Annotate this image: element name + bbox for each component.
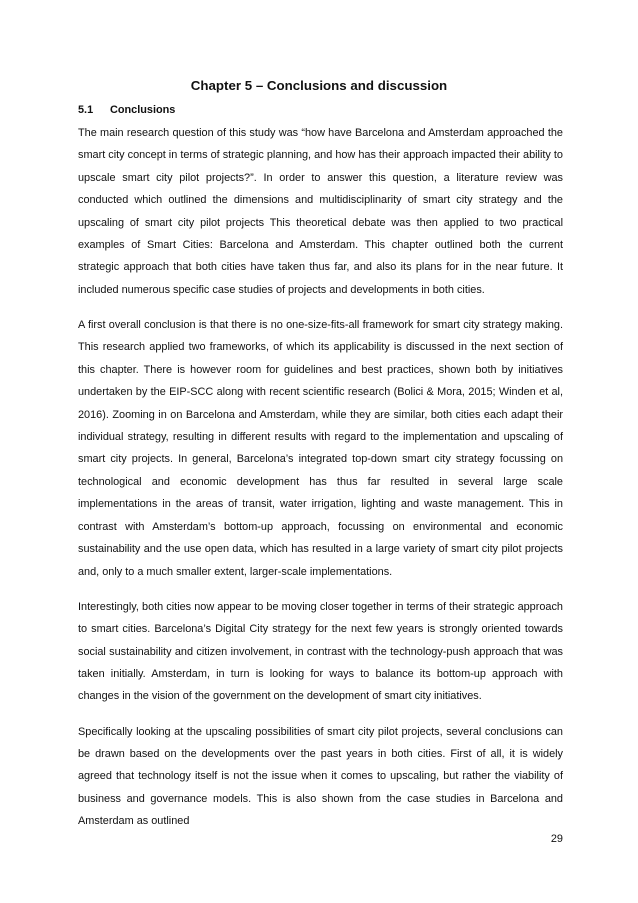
section-title: Conclusions (110, 104, 176, 116)
section-number: 5.1 (78, 104, 94, 116)
paragraph-converging-strategies: Interestingly, both cities now appear to be moving closer together in terms of their strategic approach to smart cities. Barcelona’s Digital City strategy for the next few years is strongly oriented towards social sustainability and citizen involvement, in contrast with the technology-push approach that was taken initially. Amsterdam, in turn is looking for ways to balance its bottom-up approach with changes in the vision of the government on the development of smart city initiatives. (78, 600, 563, 703)
section-heading (78, 103, 175, 117)
paragraph-research-question: The main research question of this study was “how have Barcelona and Amsterdam approached the smart city concept in terms of strategic planning, and how has their approach impacted their ability to upscale smart city pilot projects?”. In order to answer this question, a literature review was conducted which outlined the dimensions and multidisciplinarity of smart city strategy and the upscaling of smart city pilot projects This theoretical debate was then applied to two practical examples of Smart Cities: Barcelona and Amsterdam. This chapter outlined both the current strategic approach that both cities have taken thus far, and also its plans for in the near future. It included numerous specific case studies of projects and developments in both cities. (78, 127, 563, 296)
body-text (78, 122, 563, 845)
paragraph-upscaling: Specifically looking at the upscaling possibilities of smart city pilot projects, several conclusions can be drawn based on the developments over the past years in both cities. First of all, it is widely agreed that technology itself is not the issue when it comes to upscaling, but rather the viability of business and governance models. This is also shown from the case studies in Barcelona and Amsterdam as outlined (78, 725, 563, 828)
page-number: 29 (550, 833, 563, 845)
paragraph-overall-conclusion: A first overall conclusion is that there is no one-size-fits-all framework for smart city strategy making. This research applied two frameworks, of which its applicability is discussed in the next section of this chapter. There is however room for guidelines and best practices, shown both by initiatives undertaken by the EIP-SCC along with recent scientific research (Bolici & Mora, 2015; Winden et al, 2016). Zooming in on Barcelona and Amsterdam, while they are similar, both cities each adapt their individual strategy, resulting in different results with regard to the implementation and upscaling of smart city projects. In general, Barcelona’s integrated top-down smart city strategy focussing on technological and economic development has thus far resulted in several large scale implementations in the areas of transit, water irrigation, lighting and waste management. This in contrast with Amsterdam’s bottom-up approach, focussing on environmental and economic sustainability and the use open data, which has resulted in a large variety of smart city pilot projects and, only to a much smaller extent, larger-scale implementations. (78, 319, 563, 578)
chapter-title: Chapter 5 – Conclusions and discussion (190, 78, 448, 93)
